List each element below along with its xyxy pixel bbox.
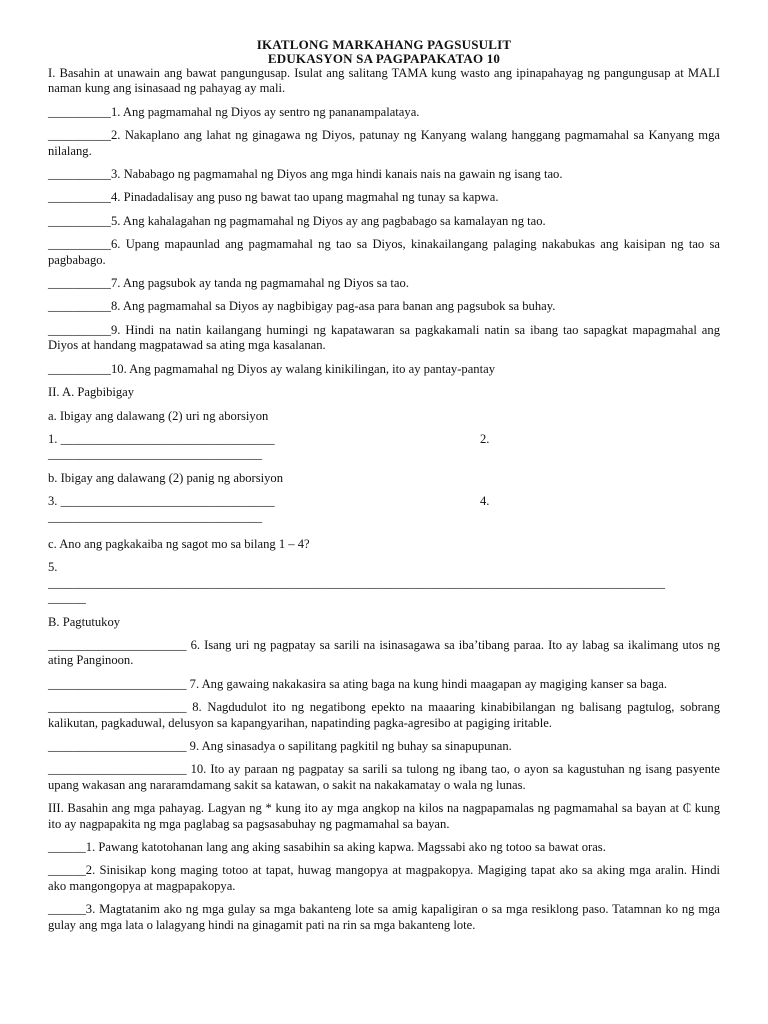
tf-item-5: __________5. Ang kahalagahan ng pagmamahal ng Diyos ay ang pagbabago sa kamalayan ng tao. [48,213,546,228]
tf-item-10: __________10. Ang pagmamahal ng Diyos ay walang kinikilingan, ito ay pantay-pantay [48,361,495,376]
exam-title: IKATLONG MARKAHANG PAGSUSULIT [256,37,512,52]
subject-title: EDUKASYON SA PAGPAPAKATAO 10 [267,51,501,66]
tf-item-9: __________9. Hindi na natin kailangang humingi ng kapatawaran sa pagkakamali natin sa ibang tao sapagkat mapagmahal ang Diyos at handang magpatawad sa ating mga kasalanan. [48,322,720,353]
part1-instruction: I. Basahin at unawain ang bawat pangungusap. Isulat ang salitang TAMA kung wasto ang ipinapahayag ng pangungusap at MALI naman kung ang isinasaad ng pahayag ay mali. [48,66,720,96]
part3-instruction: III. Basahin ang mga pahayag. Lagyan ng * kung ito ay mga angkop na kilos na nagpapamalas ng pagmamahal sa bayan at ₵ kung ito ay nagpapakita ng mga paglabag sa pagsasabuhay ng pagmamahal sa bayan. [48,801,720,831]
part2-a-answers [48,432,720,447]
tf-item-1: __________1. Ang pagmamahal ng Diyos ay sentro ng pananampalataya. [48,104,420,119]
tf-item-4: __________4. Pinadadalisay ang puso ng bawat tao upang magmahal ng tunay sa kapwa. [48,190,499,205]
answer-label-5: 5. [48,560,58,575]
tf-item-3: __________3. Nababago ng pagmamahal ng Diyos ang mga hindi kanais nais na gawain ng isang tao. [48,167,563,182]
part2-heading: II. A. Pagbibigay [48,385,135,400]
tf-item-6: __________6. Upang mapaunlad ang pagmamahal ng tao sa Diyos, kinakailangang palaging nakabukas ang kaisipan ng tao sa pagbabago. [48,237,720,267]
answer-line-5b: ______ [48,591,86,606]
part2-b-prompt: b. Ibigay ang dalawang (2) panig ng aborsiyon [48,470,284,485]
part2-b-answers [48,494,720,509]
answer-label-2: 2. [480,431,490,446]
answer-line-1: 1. __________________________________ [48,431,275,446]
part2-a-prompt: a. Ibigay ang dalawang (2) uri ng aborsiyon [48,408,269,423]
id-item-7: ______________________ 7. Ang gawaing nakakasira sa ating baga na kung hindi maagapan ay magiging kanser sa baga. [48,676,668,691]
answer-line-2: __________________________________ [48,447,263,462]
tf-item-8: __________8. Ang pagmamahal sa Diyos ay nagbibigay pag-asa para banan ang pagsubok sa buhay. [48,299,556,314]
answer-line-4: __________________________________ [48,509,263,524]
tf-item-7: __________7. Ang pagsubok ay tanda ng pagmamahal ng Diyos sa tao. [48,276,409,291]
pa-item-3: ______3. Magtatanim ako ng mga gulay sa mga bakanteng lote sa amig kapaligiran o sa mga resiklong paso. Tatamnan ko ng mga gulay ang mga lata o lalagyang hindi na ginagamit pati na rin sa mga bakanteng lote. [48,902,720,932]
id-item-9: ______________________ 9. Ang sinasadya o sapilitang pagkitil ng buhay sa sinapupunan. [48,739,512,753]
part2b-heading: B. Pagtutukoy [48,614,121,629]
part2-c-prompt: c. Ano ang pagkakaiba ng sagot mo sa bilang 1 – 4? [48,536,310,551]
answer-line-3: 3. __________________________________ [48,494,275,509]
id-item-8: ______________________ 8. Nagdudulot ito ng negatibong epekto na maaaring kinabibilangan ng balisang pagtulog, sobrang kalikutan, pagkaduwal, delusyon sa kapangyarihan, napatinding pagka-agresibo at pagiging iritable. [48,700,720,730]
id-item-6: ______________________ 6. Isang uri ng pagpatay sa sarili na isinasagawa sa iba’tibang paraa. Ito ay labag sa ikalimang utos ng ating Panginoon. [48,637,720,668]
answer-label-4: 4. [480,494,490,509]
answer-line-5a: __________________________________________________________________________________________________ [48,575,666,590]
tf-item-2: __________2. Nakaplano ang lahat ng ginagawa ng Diyos, patunay ng Kanyang walang hanggang pagmamahal sa Kanyang mga nilalang. [48,128,720,158]
pa-item-1: ______1. Pawang katotohanan lang ang aking sasabihin sa aking kapwa. Magssabi ako ng totoo sa bawat oras. [48,840,606,855]
pa-item-2: ______2. Sinisikap kong maging totoo at tapat, huwag mangopya at magpakopya. Magiging tapat ako sa aking mga aralin. Hindi ako mangongopya at magpapakopya. [48,863,720,893]
id-item-10: ______________________ 10. Ito ay paraan ng pagpatay sa sarili sa tulong ng ibang tao, o ayon sa kagustuhan ng isang pasyente upang wakasan ang nararamdamang sakit sa katawan, o sakit na nakakamatay o wala ng lunas. [48,762,720,792]
